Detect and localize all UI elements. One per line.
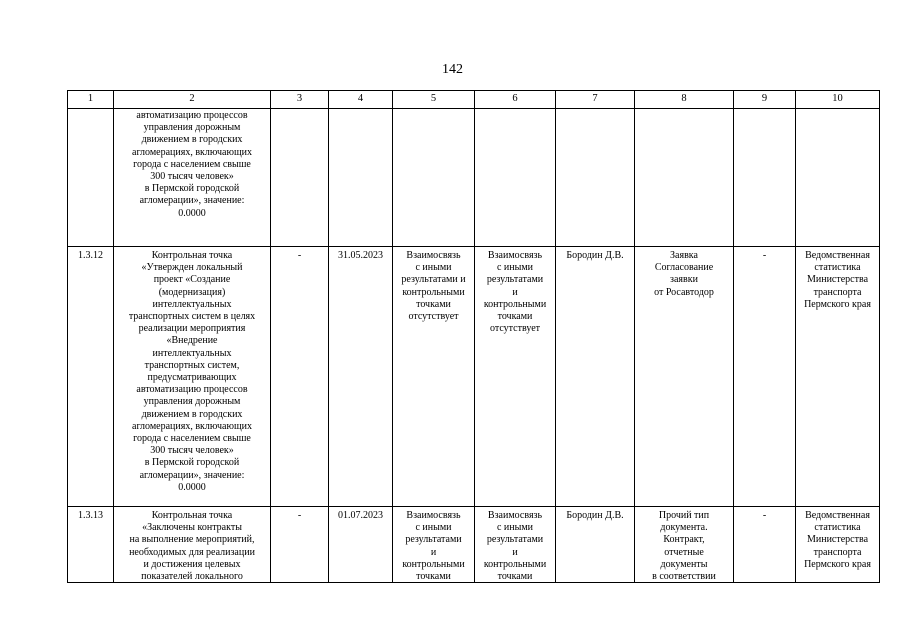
table-cell: Взаимосвязь с иными результатами и контрольными точками отсутствует [393, 247, 475, 507]
table-cell: - [734, 507, 796, 583]
table-cell [734, 109, 796, 247]
table-cell: - [271, 507, 329, 583]
table-cell [393, 507, 475, 583]
table-cell-number: 1.3.13 [68, 507, 114, 583]
table-row [68, 507, 880, 583]
column-header: 7 [556, 91, 635, 109]
cell-text: Контрольная точка «Заключены контракты на выполнение мероприятий, необходимых для реализации и достижения целевых показателей локального [129, 510, 255, 582]
column-header: 5 [393, 91, 475, 109]
table-cell-date: 01.07.2023 [329, 507, 393, 583]
table-cell-responsible: Бородин Д.В. [556, 507, 635, 583]
table-cell-date [329, 109, 393, 247]
table-cell [271, 109, 329, 247]
column-header: 6 [475, 91, 556, 109]
table-header-row [68, 91, 880, 109]
table-cell-responsible [556, 109, 635, 247]
table-cell-source: Ведомственная статистика Министерства транспорта Пермского края [796, 247, 880, 507]
cell-text: Взаимосвязь с иными результатами и контрольными точками [483, 510, 547, 582]
table-cell: - [734, 247, 796, 507]
column-header: 10 [796, 91, 880, 109]
table-cell [475, 109, 556, 247]
table-cell: Взаимосвязь с иными результатами и контрольными точками отсутствует [475, 247, 556, 507]
column-header: 9 [734, 91, 796, 109]
table-row [68, 247, 880, 507]
cell-text: Взаимосвязь с иными результатами и контрольными точками [402, 510, 465, 582]
column-header: 3 [271, 91, 329, 109]
cell-text: Прочий тип документа. Контракт, отчетные документы в соответствии [652, 510, 716, 582]
table-cell-document [635, 507, 734, 583]
table-cell-number [68, 109, 114, 247]
column-header: 8 [635, 91, 734, 109]
table-cell-date: 31.05.2023 [329, 247, 393, 507]
column-header: 4 [329, 91, 393, 109]
table-cell-number: 1.3.12 [68, 247, 114, 507]
table-cell-description: автоматизацию процессов управления дорожным движением в городских агломерациях, включающих города с населением свыше 300 тысяч человек» в Пермской городской агломерации», значение: 0.0000 [114, 109, 271, 247]
table-cell-document [635, 109, 734, 247]
table-cell [475, 507, 556, 583]
column-header: 1 [68, 91, 114, 109]
document-table [67, 90, 880, 583]
table-cell-source: Ведомственная статистика Министерства транспорта Пермского края [796, 507, 880, 583]
column-header: 2 [114, 91, 271, 109]
table-cell-document: Заявка Согласование заявки от Росавтодор [635, 247, 734, 507]
table-cell-source [796, 109, 880, 247]
table-cell-responsible: Бородин Д.В. [556, 247, 635, 507]
table-cell-description [114, 507, 271, 583]
table-row [68, 109, 880, 247]
table-cell: - [271, 247, 329, 507]
page-number: 142 [442, 62, 463, 77]
table-cell-description: Контрольная точка «Утвержден локальный проект «Создание (модернизация) интеллектуальных транспортных систем в целях реализации мероприятия «Внедрение интеллектуальных транспортных систем, предусматривающих автоматизацию процессов управления дорожным движением в городских агломерациях, включающих города с населением свыше 300 тысяч человек» в Пермской городской агломерации», значение: 0.0000 [114, 247, 271, 507]
table-cell [393, 109, 475, 247]
